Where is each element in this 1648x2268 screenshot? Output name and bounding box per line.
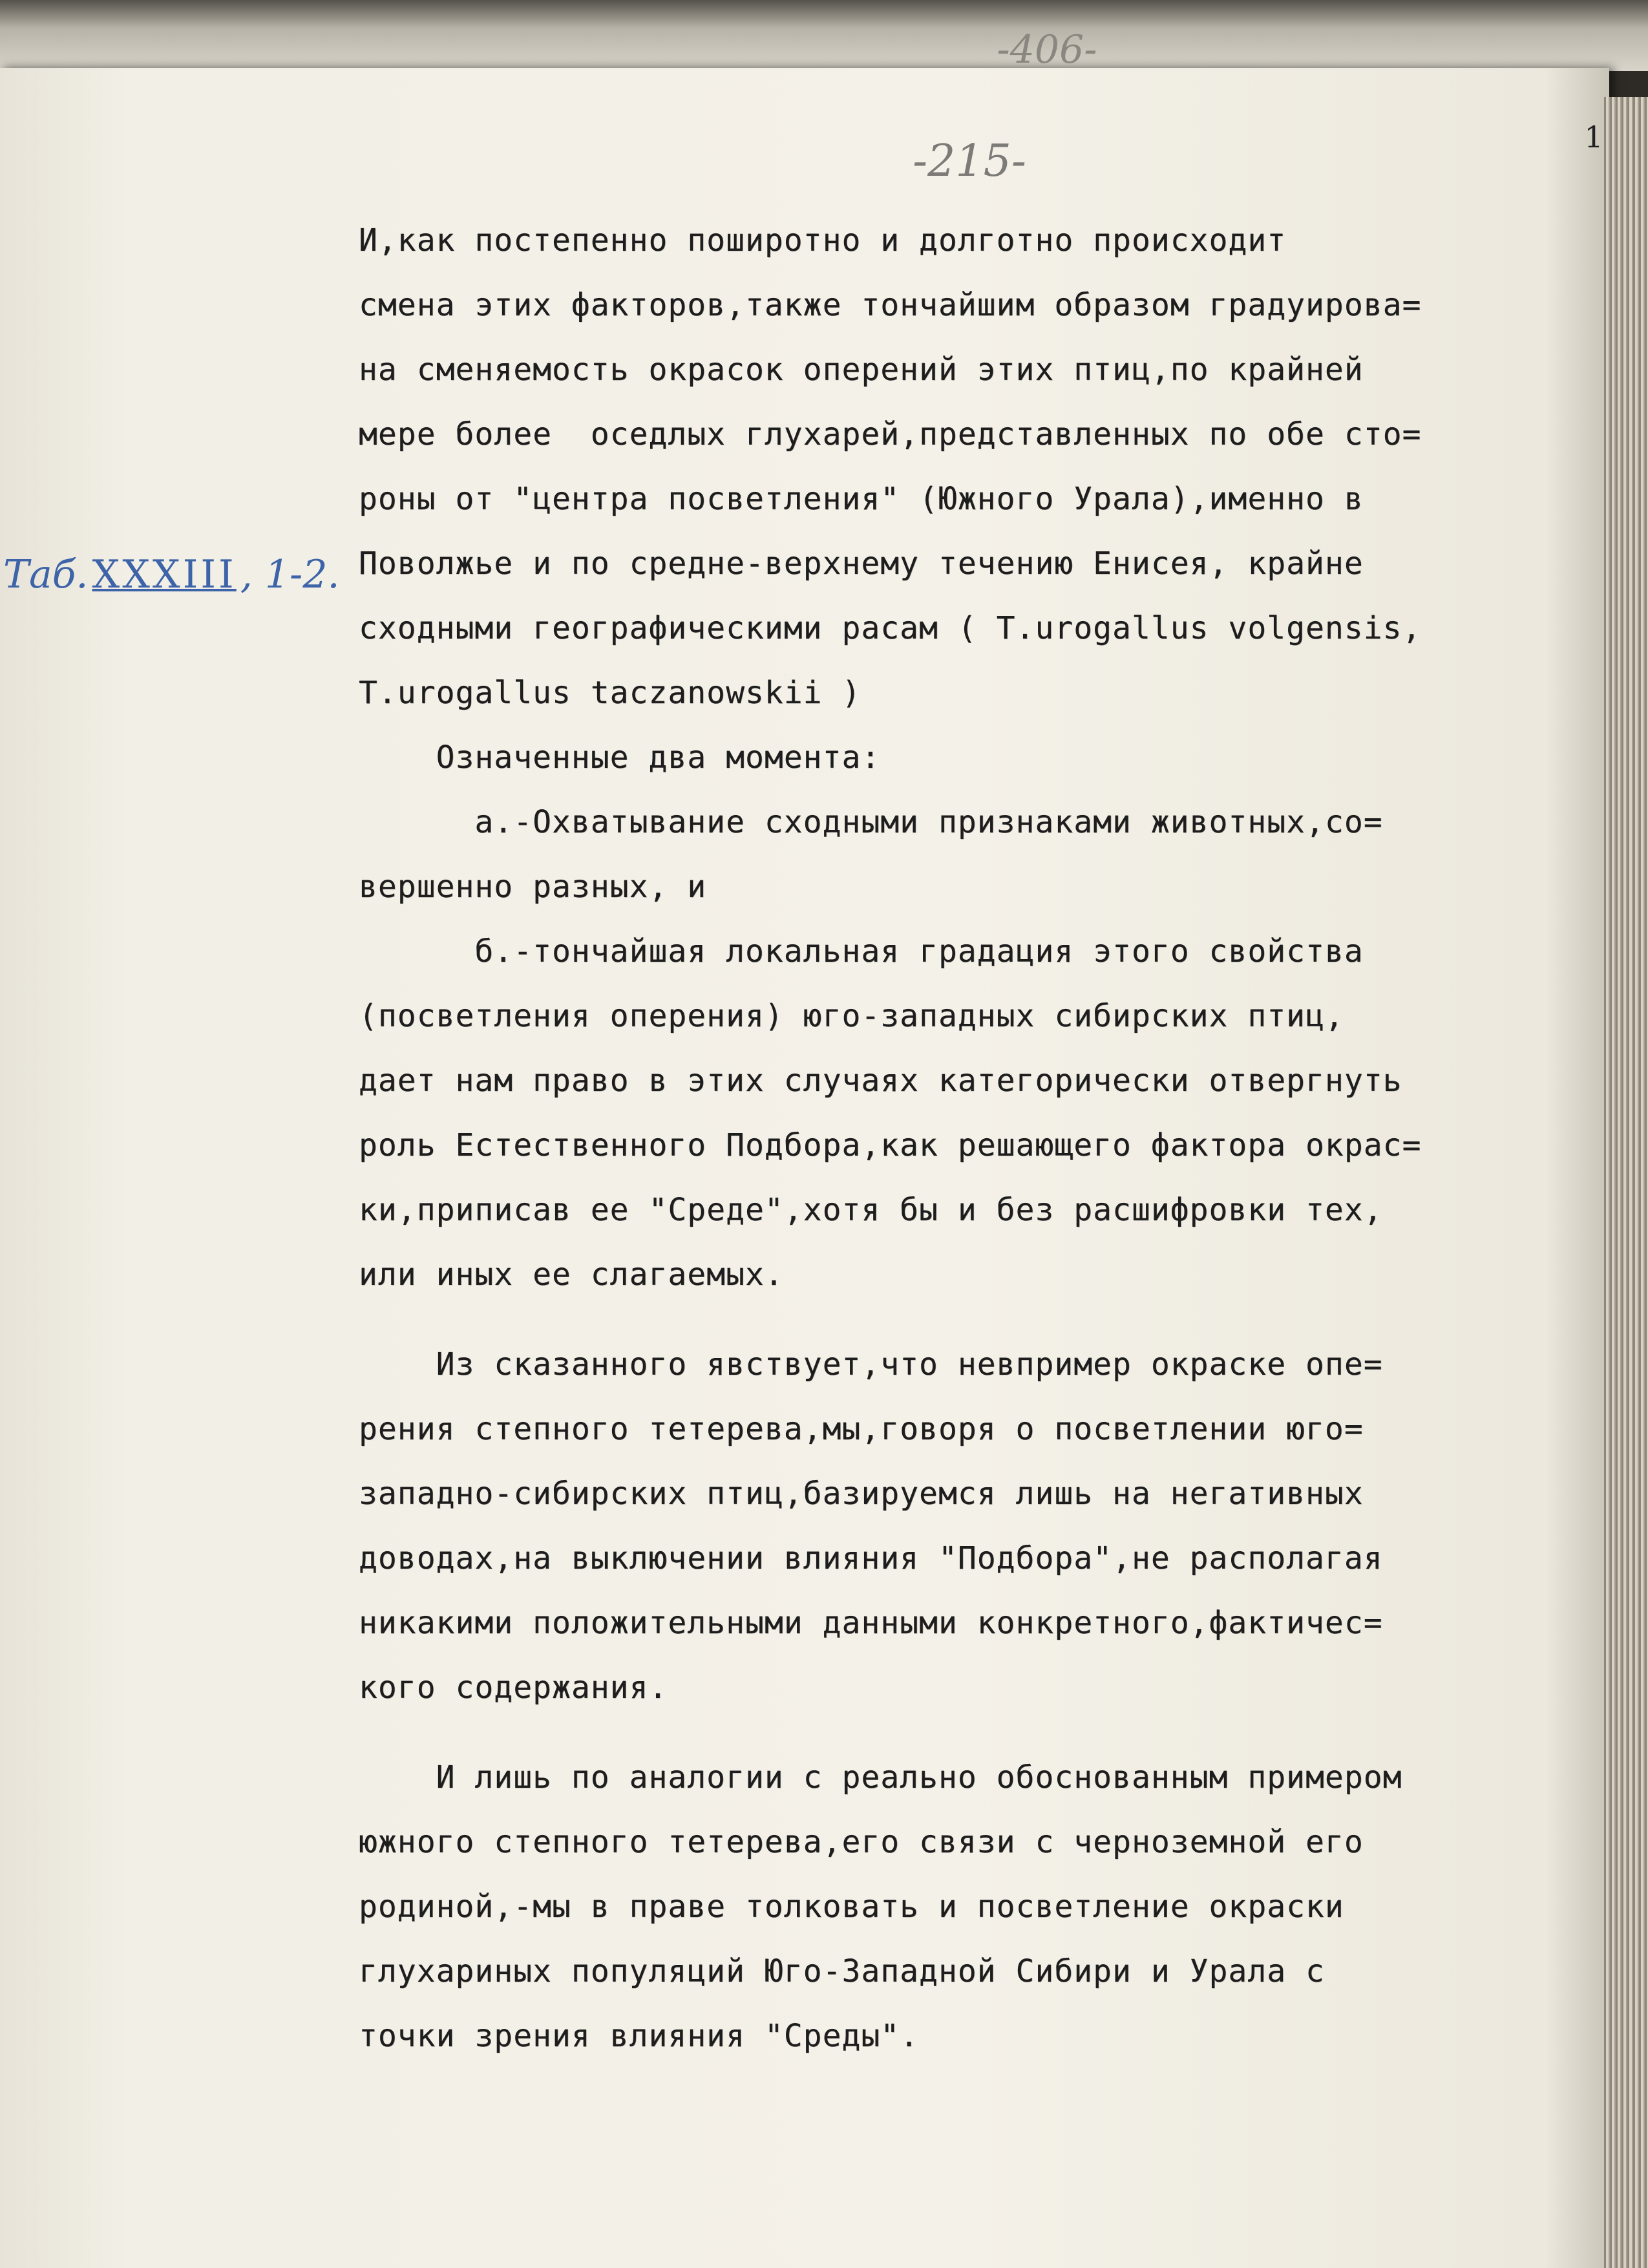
text-line: роны от "центра посветления" (Южного Урала),именно в bbox=[359, 481, 1364, 517]
text-line: смена этих факторов,также тончайшим образом градуирова= bbox=[359, 287, 1422, 323]
text-line: на сменяемость окрасок оперений этих птиц,по крайней bbox=[359, 352, 1364, 388]
text-line: сходными географическими расам ( T.urogallus volgensis, bbox=[359, 610, 1422, 646]
text-line: южного степного тетерева,его связи с черноземной его bbox=[359, 1824, 1364, 1860]
text-line: И,как постепенно поширотно и долготно происходит bbox=[359, 222, 1287, 259]
text-line: рения степного тетерева,мы,говоря о посветлении юго= bbox=[359, 1411, 1364, 1447]
margin-note bbox=[3, 552, 365, 597]
margin-note-prefix: Таб. bbox=[3, 552, 89, 597]
text-line: Означенные два момента: bbox=[359, 739, 881, 776]
text-line: или иных ее слагаемых. bbox=[359, 1256, 784, 1293]
typed-text-body bbox=[359, 208, 1561, 2068]
margin-note-roman: XXXIII bbox=[92, 552, 237, 597]
text-line: мере более оседлых глухарей,представленных по обе сто= bbox=[359, 416, 1422, 452]
text-line: а.-Охватывание сходными признаками животных,со= bbox=[359, 804, 1383, 840]
text-line: T.urogallus taczanowskii ) bbox=[359, 675, 861, 711]
page-number: -215- bbox=[913, 136, 1026, 187]
text-line: доводах,на выключении влияния "Подбора",не располагая bbox=[359, 1540, 1383, 1576]
text-line: б.-тончайшая локальная градация этого свойства bbox=[359, 933, 1364, 970]
paragraph-gap bbox=[359, 1720, 1561, 1745]
text-line: родиной,-мы в праве толковать и посветление окраски bbox=[359, 1889, 1344, 1925]
text-line: Из сказанного явствует,что невпример окраске опе= bbox=[359, 1346, 1383, 1383]
corner-page-number: 1 bbox=[1584, 120, 1603, 154]
text-line: вершенно разных, и bbox=[359, 869, 707, 905]
page-stack-edges bbox=[1604, 97, 1648, 2268]
text-line: роль Естественного Подбора,как решающего фактора окрас= bbox=[359, 1127, 1422, 1163]
text-line: никакими положительными данными конкретного,фактичес= bbox=[359, 1605, 1383, 1641]
text-line: кого содержания. bbox=[359, 1669, 668, 1706]
text-line: И лишь по аналогии с реально обоснованным примером bbox=[359, 1759, 1402, 1796]
paragraph-gap bbox=[359, 1307, 1561, 1332]
scan-top-strip bbox=[0, 0, 1648, 71]
archive-page-number: -406- bbox=[997, 27, 1097, 72]
margin-note-suffix: , 1-2. bbox=[240, 552, 340, 597]
text-line: Поволжье и по средне-верхнему течению Енисея, крайне bbox=[359, 546, 1364, 582]
text-line: (посветления оперения) юго-западных сибирских птиц, bbox=[359, 998, 1344, 1034]
text-line: дает нам право в этих случаях категорически отвергнуть bbox=[359, 1063, 1402, 1099]
text-line: западно-сибирских птиц,базируемся лишь на негативных bbox=[359, 1476, 1364, 1512]
text-line: точки зрения влияния "Среды". bbox=[359, 2018, 920, 2054]
text-line: ки,приписав ее "Среде",хотя бы и без расшифровки тех, bbox=[359, 1192, 1383, 1228]
text-line: глухариных популяций Юго-Западной Сибири и Урала с bbox=[359, 1953, 1325, 1989]
